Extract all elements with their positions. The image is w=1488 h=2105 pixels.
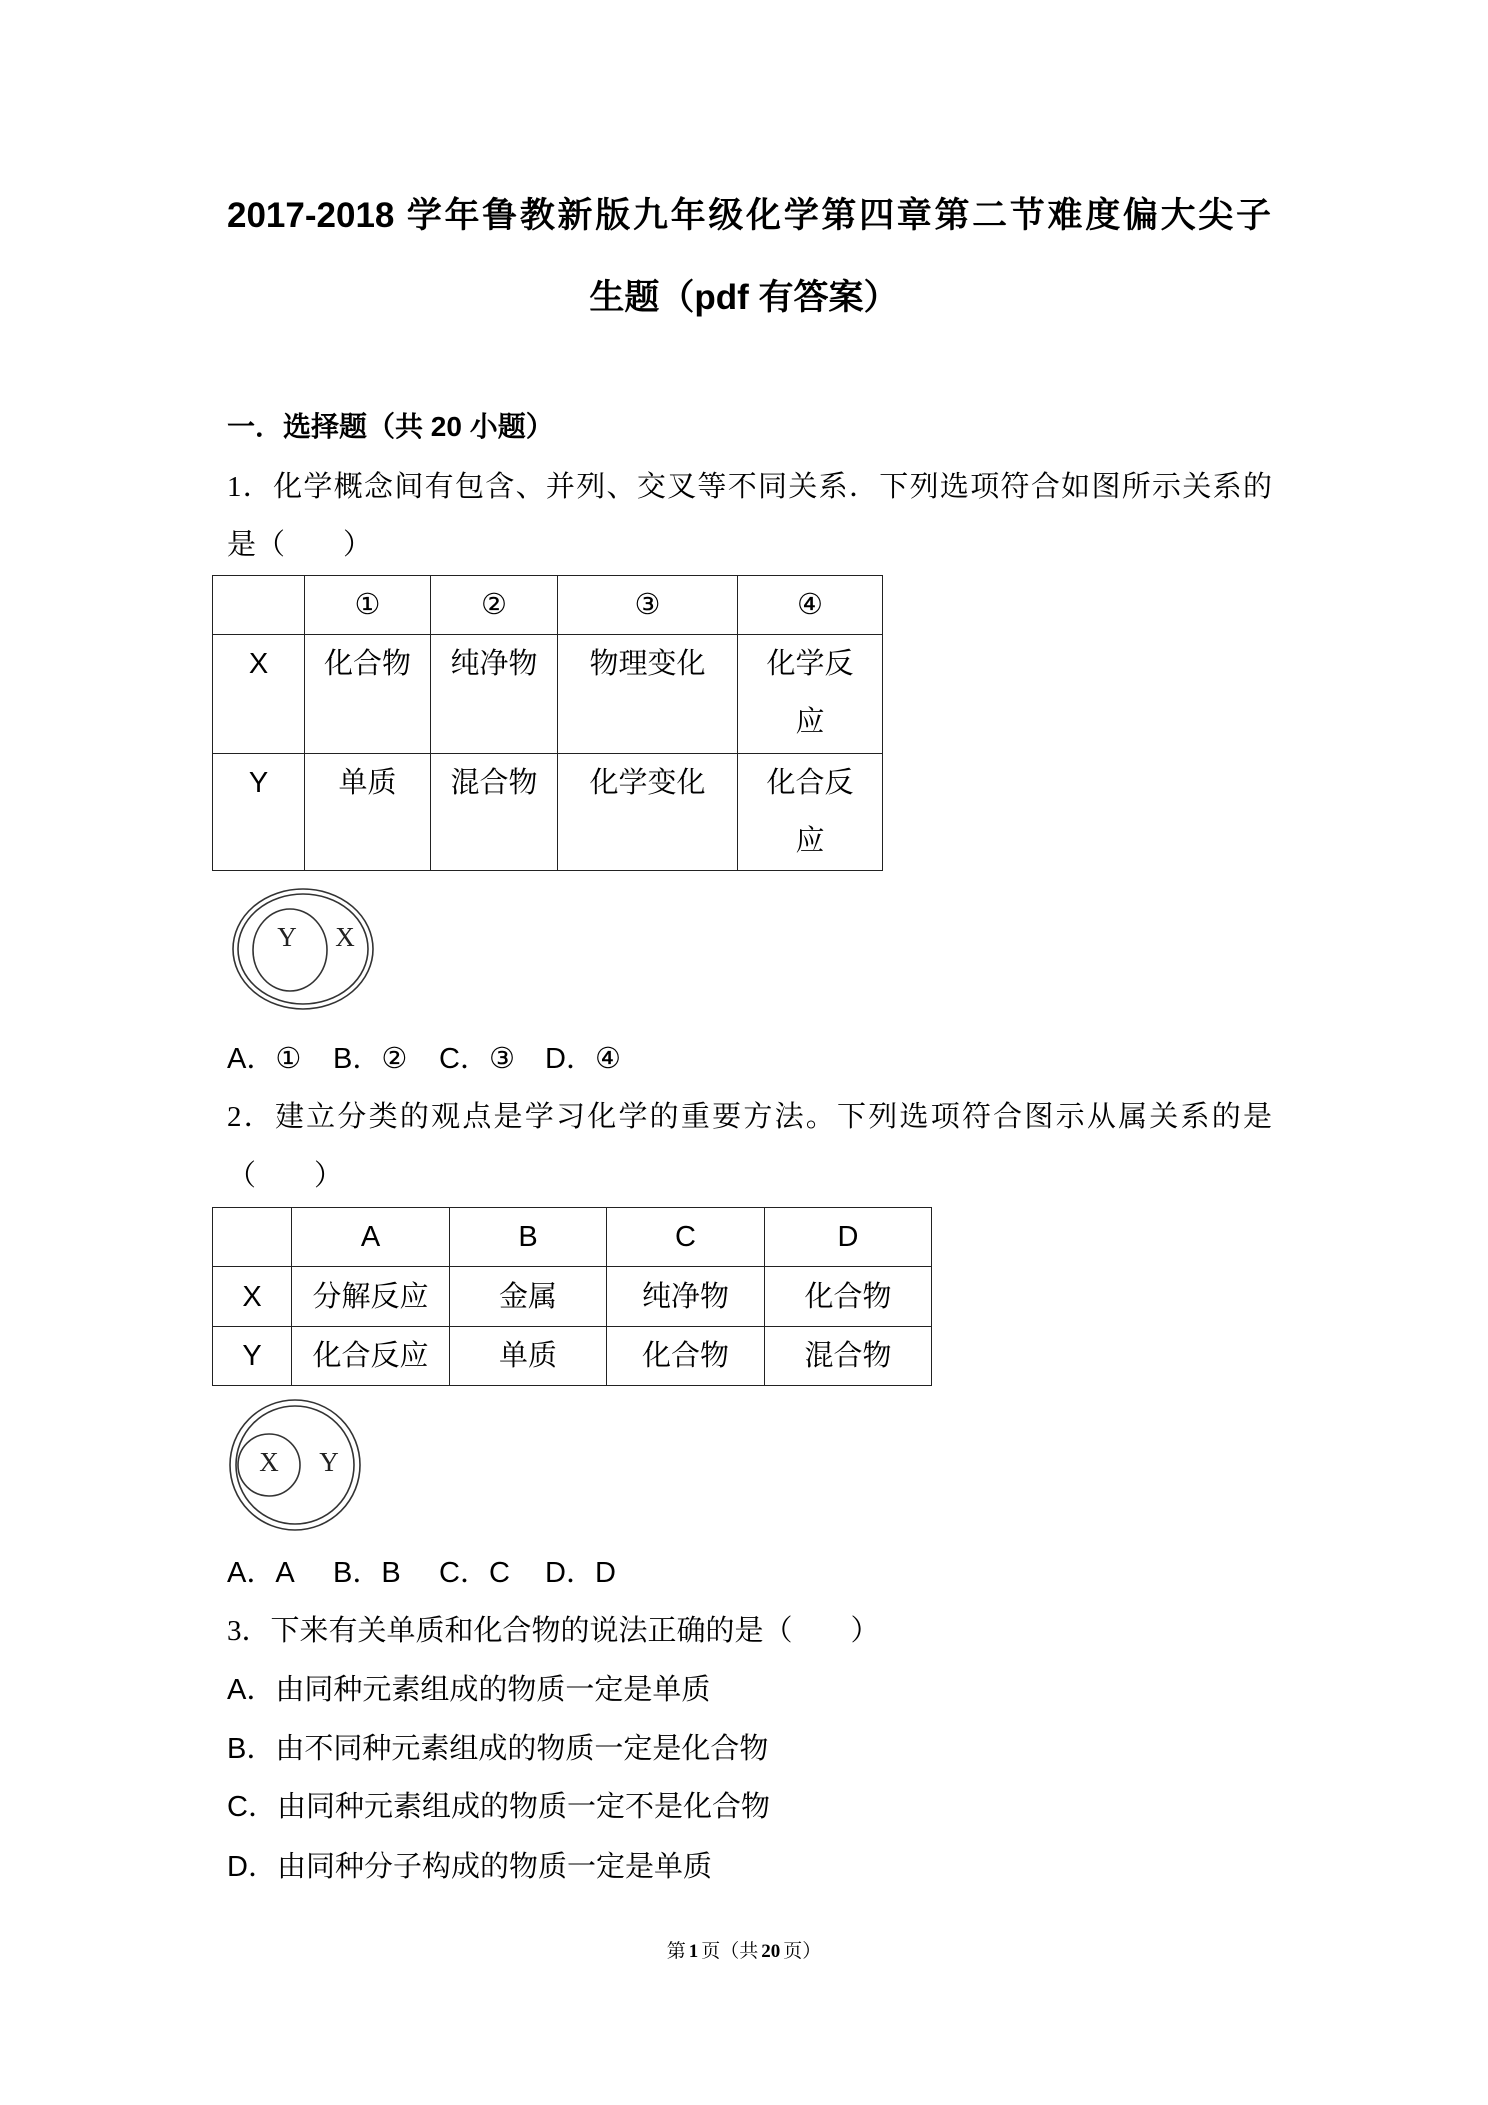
table-header-row bbox=[213, 576, 883, 635]
table-header-cell: ① bbox=[305, 576, 431, 635]
question-3-option-a bbox=[227, 1670, 710, 1710]
option-label: D． bbox=[227, 1851, 277, 1883]
question-3-option-b bbox=[227, 1729, 768, 1769]
option-b bbox=[333, 1553, 439, 1593]
table-cell: 化合物 bbox=[305, 635, 431, 754]
option-text: C bbox=[488, 1557, 510, 1589]
table-row-label: X bbox=[213, 1267, 292, 1327]
document-title-line-1: 2017-2018 学年鲁教新版九年级化学第四章第二节难度偏大尖子 bbox=[227, 196, 1271, 235]
footer-text-after: 页） bbox=[783, 1941, 822, 1962]
option-text: 由同种元素组成的物质一定是单质 bbox=[275, 1674, 711, 1706]
option-label: B． bbox=[227, 1733, 276, 1765]
table-cell: 单质 bbox=[305, 754, 431, 871]
option-label: A． bbox=[227, 1557, 276, 1589]
option-c bbox=[439, 1039, 545, 1079]
section-heading: 一．选择题（共 20 小题） bbox=[227, 411, 554, 442]
option-text: B bbox=[381, 1557, 401, 1589]
table-corner-cell bbox=[213, 1208, 292, 1267]
question-2-stem-line-1: 2．建立分类的观点是学习化学的重要方法。下列选项符合图示从属关系的是 bbox=[227, 1101, 1272, 1133]
inner-set-label: Y bbox=[277, 922, 297, 953]
option-b bbox=[333, 1039, 439, 1079]
table-corner-cell bbox=[213, 576, 305, 635]
option-text: ② bbox=[381, 1043, 408, 1075]
option-text: 由同种分子构成的物质一定是单质 bbox=[276, 1851, 712, 1883]
footer-total-pages: 20 bbox=[761, 1941, 781, 1962]
table-cell: 化合反应 bbox=[292, 1327, 450, 1386]
option-text: A bbox=[275, 1557, 295, 1589]
table-cell: 化学变化 bbox=[558, 754, 738, 871]
question-1-stem-line-2: 是（ ） bbox=[227, 529, 373, 561]
table-row-label: Y bbox=[213, 1327, 292, 1386]
table-header-cell: C bbox=[607, 1208, 765, 1267]
option-text: ③ bbox=[488, 1043, 515, 1075]
table-header-row bbox=[213, 1208, 932, 1267]
question-2-venn-diagram bbox=[222, 1392, 368, 1538]
option-label: D． bbox=[545, 1557, 595, 1589]
option-text: ④ bbox=[594, 1043, 621, 1075]
table-cell: 纯净物 bbox=[431, 635, 558, 754]
question-2-stem-line-2: （ ） bbox=[227, 1160, 344, 1192]
outer-set-label: Y bbox=[319, 1447, 339, 1478]
table-cell: 混合物 bbox=[765, 1327, 932, 1386]
footer-page-number: 1 bbox=[688, 1941, 699, 1962]
option-label: C． bbox=[439, 1557, 489, 1589]
table-cell: 化合反应 bbox=[738, 754, 883, 871]
question-2-options bbox=[227, 1553, 651, 1593]
question-2-table bbox=[212, 1207, 932, 1386]
option-label: D． bbox=[545, 1043, 595, 1075]
table-header-cell: ③ bbox=[558, 576, 738, 635]
question-3-stem: 3．下来有关单质和化合物的说法正确的是（ ） bbox=[227, 1615, 880, 1647]
question-1-options bbox=[227, 1039, 651, 1079]
table-cell: 金属 bbox=[450, 1267, 607, 1327]
table-cell: 单质 bbox=[450, 1327, 607, 1386]
question-1-table bbox=[212, 575, 883, 871]
option-label: B． bbox=[333, 1043, 382, 1075]
footer-text-before: 第 bbox=[666, 1941, 686, 1962]
option-a bbox=[227, 1553, 333, 1593]
option-label: A． bbox=[227, 1674, 276, 1706]
table-header-cell: B bbox=[450, 1208, 607, 1267]
page-footer bbox=[0, 1937, 1488, 1967]
option-c bbox=[439, 1553, 545, 1593]
table-row bbox=[213, 1327, 932, 1386]
table-cell: 化合物 bbox=[607, 1327, 765, 1386]
table-header-cell: D bbox=[765, 1208, 932, 1267]
option-label: A． bbox=[227, 1043, 276, 1075]
table-row-label: Y bbox=[213, 754, 305, 871]
option-text: ① bbox=[275, 1043, 302, 1075]
option-label: B． bbox=[333, 1557, 382, 1589]
question-1-venn-diagram bbox=[228, 884, 380, 1016]
option-label: C． bbox=[439, 1043, 489, 1075]
table-row-label: X bbox=[213, 635, 305, 754]
option-d bbox=[545, 1553, 651, 1593]
table-row bbox=[213, 754, 883, 871]
table-cell: 纯净物 bbox=[607, 1267, 765, 1327]
table-header-cell: A bbox=[292, 1208, 450, 1267]
question-3-option-c bbox=[227, 1787, 770, 1827]
table-cell: 分解反应 bbox=[292, 1267, 450, 1327]
table-row bbox=[213, 635, 883, 754]
option-text: 由同种元素组成的物质一定不是化合物 bbox=[276, 1791, 770, 1823]
question-3-option-d bbox=[227, 1847, 712, 1887]
table-cell: 化合物 bbox=[765, 1267, 932, 1327]
inner-set-label: X bbox=[259, 1447, 279, 1478]
option-a bbox=[227, 1039, 333, 1079]
table-header-cell: ② bbox=[431, 576, 558, 635]
footer-text-middle: 页（共 bbox=[701, 1941, 759, 1962]
outer-set-label: X bbox=[335, 922, 355, 953]
option-d bbox=[545, 1039, 651, 1079]
table-row bbox=[213, 1267, 932, 1327]
option-text: D bbox=[594, 1557, 616, 1589]
table-cell: 物理变化 bbox=[558, 635, 738, 754]
outer-set-circle bbox=[230, 1400, 360, 1530]
option-text: 由不同种元素组成的物质一定是化合物 bbox=[275, 1733, 769, 1765]
table-header-cell: ④ bbox=[738, 576, 883, 635]
table-cell: 化学反应 bbox=[738, 635, 883, 754]
table-cell: 混合物 bbox=[431, 754, 558, 871]
document-title-line-2: 生题（pdf 有答案） bbox=[589, 278, 899, 317]
question-1-stem-line-1: 1．化学概念间有包含、并列、交叉等不同关系．下列选项符合如图所示关系的 bbox=[227, 471, 1272, 503]
option-label: C． bbox=[227, 1791, 277, 1823]
